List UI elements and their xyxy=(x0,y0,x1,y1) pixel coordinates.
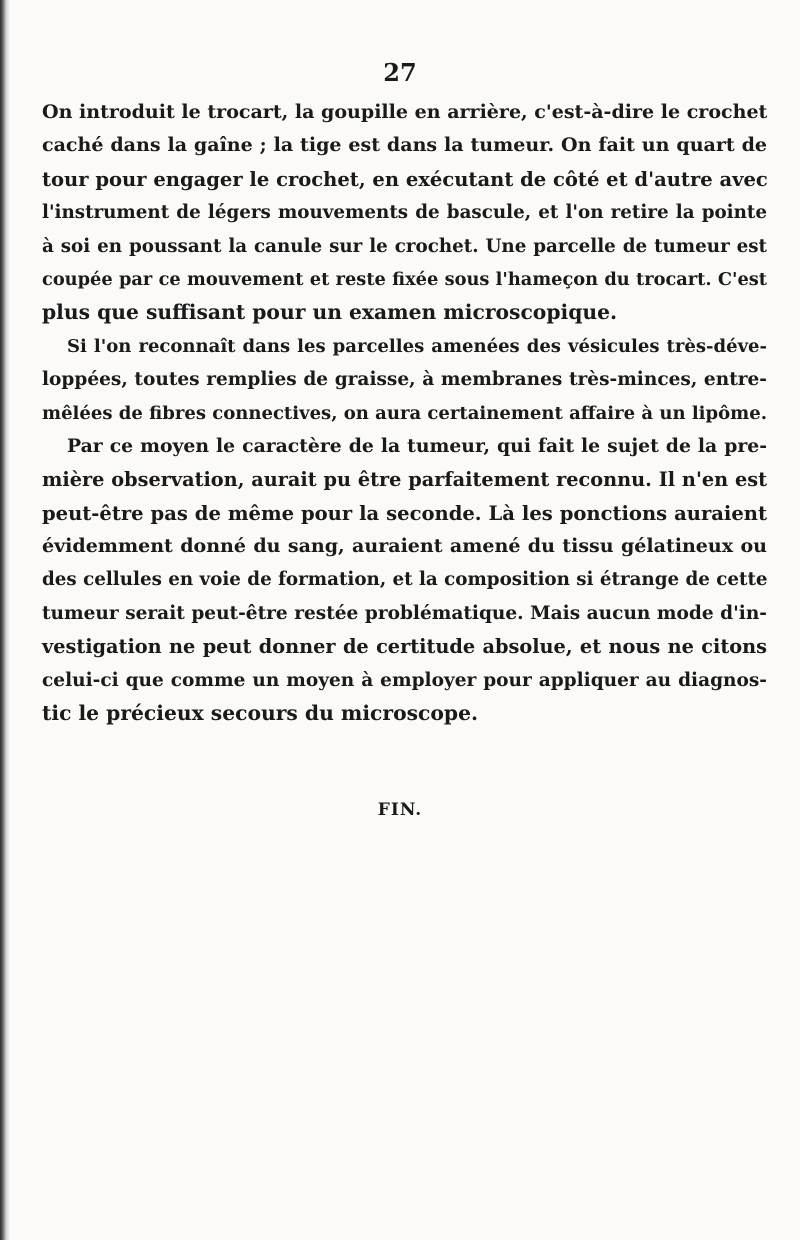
text-line: vestigation ne peut donner de certitude absolue, et nous ne citons xyxy=(42,635,767,659)
text-line: tumeur serait peut-être restée problématique. Mais aucun mode d'in- xyxy=(42,602,767,624)
text-line: Si l'on reconnaît dans les parcelles amenées des vésicules très-déve- xyxy=(67,335,767,357)
text-line: peut-être pas de même pour la seconde. Là les ponctions auraient xyxy=(42,501,767,525)
text-line: celui-ci que comme un moyen à employer pour appliquer au diagnos- xyxy=(42,669,767,691)
body-text xyxy=(42,96,767,730)
text-line: évidemment donné du sang, auraient amené du tissu gélatineux ou xyxy=(42,535,767,558)
text-line: l'instrument de légers mouvements de bascule, et l'on retire la pointe xyxy=(42,202,767,224)
text-line: à soi en poussant la canule sur le crochet. Une parcelle de tumeur est xyxy=(42,235,767,257)
text-line: coupée par ce mouvement et reste fixée sous l'hameçon du trocart. C'est xyxy=(42,268,767,290)
text-line: caché dans la gaîne ; la tige est dans la tumeur. On fait un quart de xyxy=(42,134,767,157)
text-line: Par ce moyen le caractère de la tumeur, qui fait le sujet de la pre- xyxy=(67,434,767,457)
text-line: mêlées de fibres connectives, on aura certainement affaire à un lipôme. xyxy=(42,402,767,424)
text-line: des cellules en voie de formation, et la composition si étrange de cette xyxy=(42,569,768,591)
text-line: mière observation, aurait pu être parfaitement reconnu. Il n'en est xyxy=(42,468,767,492)
page-number: 27 xyxy=(383,58,417,87)
text-line: tic le précieux secours du microscope. xyxy=(42,701,479,726)
text-line: tour pour engager le crochet, en exécutant de côté et d'autre avec xyxy=(42,167,768,191)
text-line: On introduit le trocart, la goupille en arrière, c'est-à-dire le crochet xyxy=(42,101,768,123)
text-line: loppées, toutes remplies de graisse, à membranes très-minces, entre- xyxy=(42,369,767,391)
text-line: plus que suffisant pour un examen microscopique. xyxy=(42,300,618,325)
page-binding-edge xyxy=(0,0,10,1240)
end-mark: FIN. xyxy=(377,800,423,820)
